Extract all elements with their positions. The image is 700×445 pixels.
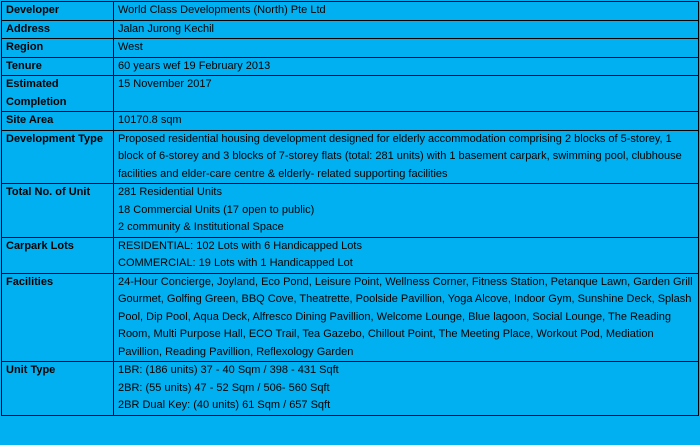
row-estimated-completion <box>2 76 699 112</box>
site-area-value-text: 10170.8 sqm <box>118 114 182 126</box>
development-type-value <box>114 130 699 184</box>
total-units-label: Total No. of Unit <box>2 184 114 238</box>
property-info-table <box>1 1 699 416</box>
tenure-value <box>114 57 699 76</box>
facilities-value-text: 24-Hour Concierge, Joyland, Eco Pond, Leisure Point, Wellness Corner, Fitness Station, Petanque Lawn, Garden Grill Gourmet, Golfing Green, BBQ Cove, Theatrette, Poolside Pavillion, Yoga Alcove, Indoor Gym, Sunshine Deck, Splash Pool, Dip Pool, Aqua Deck, Alfresco Dining Pavillion, Welcome Lounge, Blue lagoon, Social Lounge, The Reading Room, Multi Purpose Hall, ECO Trail, Tea Gazebo, Chillout Point, The Meeting Place, Workout Pod, Mediation Pavillion, Reading Pavillion, Reflexology Garden <box>118 275 693 358</box>
address-label: Address <box>2 20 114 39</box>
row-carpark-lots <box>2 237 699 273</box>
estimated-completion-value-text: 15 November 2017 <box>118 78 212 90</box>
carpark-lots-value <box>114 237 699 273</box>
tenure-label: Tenure <box>2 57 114 76</box>
row-site-area <box>2 112 699 131</box>
site-area-value <box>114 112 699 131</box>
unit-type-label: Unit Type <box>2 362 114 416</box>
row-unit-type <box>2 362 699 416</box>
developer-value <box>114 2 699 21</box>
development-type-label: Development Type <box>2 130 114 184</box>
facilities-value <box>114 273 699 362</box>
unit-type-2br: 2BR: (55 units) 47 - 52 Sqm / 506- 560 Sqft <box>118 381 330 394</box>
carpark-lots-residential: RESIDENTIAL: 102 Lots with 6 Handicapped Lots <box>118 239 362 252</box>
total-units-residential: 281 Residential Units <box>118 186 222 198</box>
total-units-community: 2 community & Institutional Space <box>118 221 284 233</box>
estimated-completion-value <box>114 76 699 112</box>
total-units-value <box>114 184 699 238</box>
carpark-lots-label: Carpark Lots <box>2 237 114 273</box>
unit-type-value <box>114 362 699 416</box>
unit-type-2br-dual-key: 2BR Dual Key: (40 units) 61 Sqm / 657 Sqft <box>118 399 331 411</box>
address-value <box>114 20 699 39</box>
region-value-text: West <box>118 41 143 53</box>
property-info-body <box>2 2 699 416</box>
row-region <box>2 39 699 58</box>
facilities-label: Facilities <box>2 273 114 362</box>
row-facilities <box>2 273 699 362</box>
carpark-lots-commercial: COMMERCIAL: 19 Lots with 1 Handicapped Lot <box>118 257 353 269</box>
estimated-completion-label: Estimated Completion <box>2 76 114 112</box>
row-development-type <box>2 130 699 184</box>
region-label: Region <box>2 39 114 58</box>
region-value <box>114 39 699 58</box>
tenure-value-text: 60 years wef 19 February 2013 <box>118 59 271 72</box>
row-tenure <box>2 57 699 76</box>
site-area-label: Site Area <box>2 112 114 131</box>
address-value-text: Jalan Jurong Kechil <box>118 22 215 35</box>
row-address <box>2 20 699 39</box>
unit-type-1br: 1BR: (186 units) 37 - 40 Sqm / 398 - 431 Sqft <box>118 364 339 376</box>
development-type-value-text: Proposed residential housing development designed for elderly accommodation comprising 2 blocks of 5-storey, 1 block of 6-storey and 3 blocks of 7-storey flats (total: 281 units) with 1 basement carpark, swimming pool, clubhouse facilities and elder-care centre & elderly- related supporting facilities <box>118 132 682 180</box>
row-developer <box>2 2 699 21</box>
developer-label: Developer <box>2 2 114 21</box>
row-total-units <box>2 184 699 238</box>
developer-value-text: World Class Developments (North) Pte Ltd <box>118 4 326 16</box>
total-units-commercial: 18 Commercial Units (17 open to public) <box>118 203 315 216</box>
